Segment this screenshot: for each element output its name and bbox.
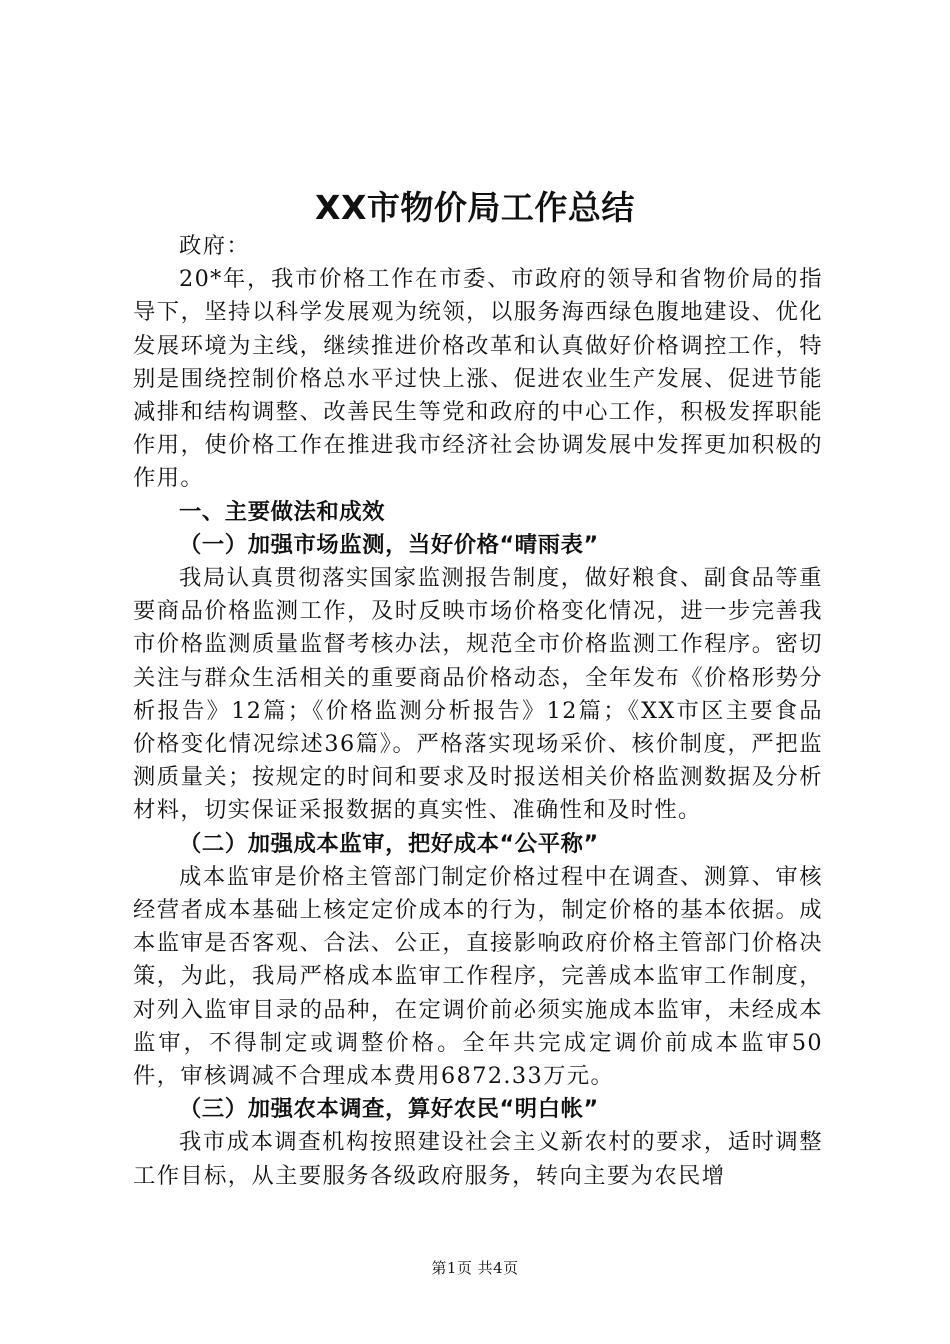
intro-paragraph: 20*年，我市价格工作在市委、市政府的领导和省物价局的指导下，坚持以科学发展观为统领，以服务海西绿色腹地建设、优化发展环境为主线，继续推进价格改革和认真做好价格调控工作，特别是围绕控制价格总水平过快上涨、促进农业生产发展、促进节能减排和结构调整、改善民生等党和政府的中心工作，积极发挥职能作用，使价格工作在推进我市经济社会协调发展中发挥更加积极的作用。: [133, 266, 823, 492]
document-body: [133, 230, 823, 1193]
page-footer: 第1页 共4页: [431, 1259, 519, 1277]
document-title: XX市物价局工作总结: [315, 188, 635, 227]
subsection-heading-1: （一）加强市场监测，当好价格“晴雨表”: [179, 531, 599, 558]
subsection-heading-3: （三）加强农本调查，算好农民“明白帐”: [179, 1096, 599, 1123]
subsection-heading-2: （二）加强成本监审，把好成本“公平称”: [179, 830, 599, 857]
subsection-1-paragraph: 我局认真贯彻落实国家监测报告制度，做好粮食、副食品等重要商品价格监测工作，及时反映市场价格变化情况，进一步完善我市价格监测质量监督考核办法，规范全市价格监测工作程序。密切关注与群众生活相关的重要商品价格动态，全年发布《价格形势分析报告》12篇；《价格监测分析报告》12篇；《XX市区主要食品价格变化情况综述36篇》。严格落实现场采价、核价制度，严把监测质量关；按规定的时间和要求及时报送相关价格监测数据及分析材料，切实保证采报数据的真实性、准确性和及时性。: [133, 565, 823, 824]
salutation: 政府：: [179, 233, 251, 259]
section-heading-1: 一、主要做法和成效: [179, 498, 386, 525]
subsection-2-paragraph: 成本监审是价格主管部门制定价格过程中在调查、测算、审核经营者成本基础上核定定价成本的行为，制定价格的基本依据。成本监审是否客观、合法、公正，直接影响政府价格主管部门价格决策，为此，我局严格成本监审工作程序，完善成本监审工作制度，对列入监审目录的品种，在定调价前必须实施成本监审，未经成本监审，不得制定或调整价格。全年共完成定调价前成本监审50件，审核调减不合理成本费用6872.33万元。: [133, 863, 823, 1090]
subsection-3-paragraph: 我市成本调查机构按照建设社会主义新农村的要求，适时调整工作目标，从主要服务各级政府服务，转向主要为农民增: [133, 1129, 823, 1189]
